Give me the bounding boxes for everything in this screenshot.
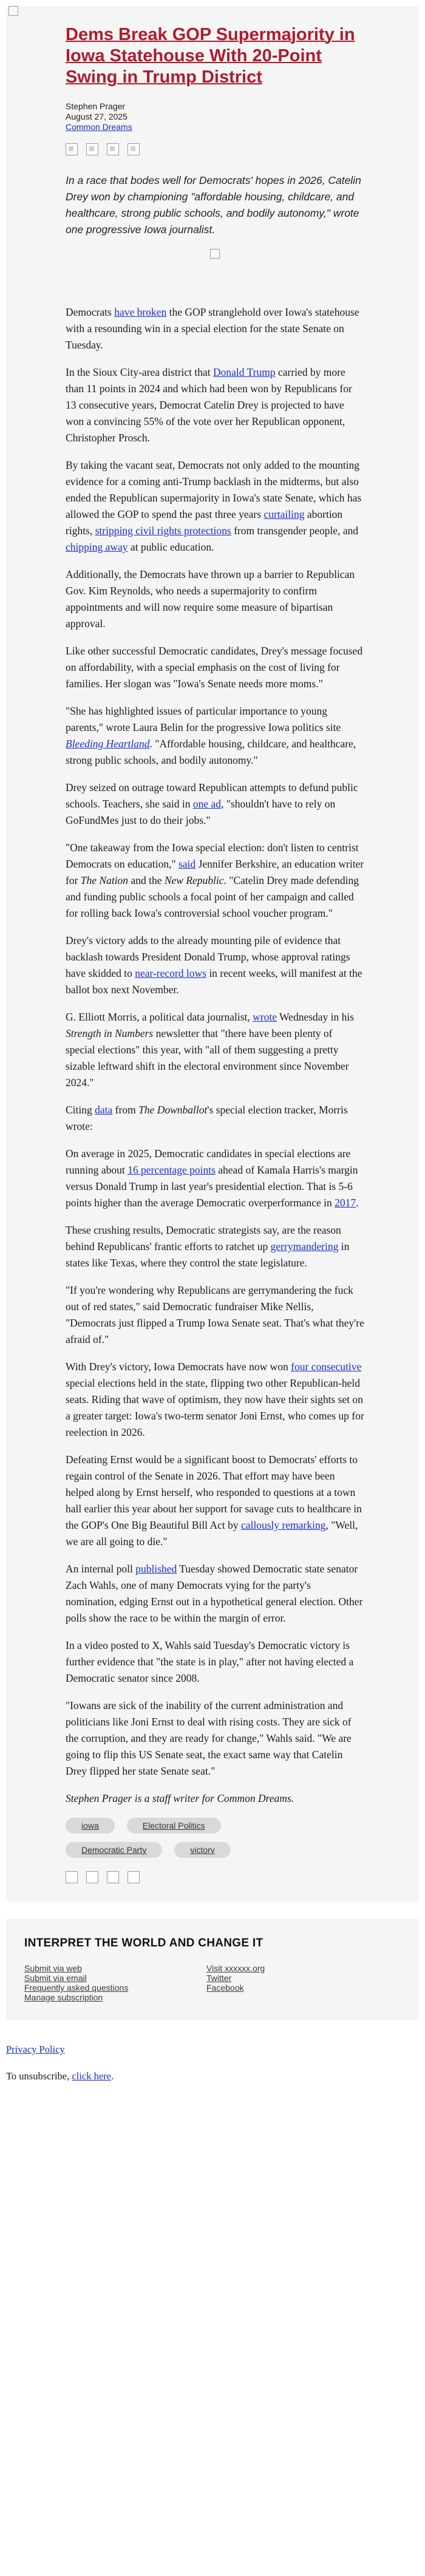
share-bar [66, 143, 364, 155]
text: from [112, 1104, 139, 1116]
paragraph-11 [66, 1102, 364, 1135]
link-chipping-away[interactable]: chipping away [66, 541, 128, 553]
text: . "Catelin Drey made defending and funding public schools a focal point of her campaign and called for rolling back Iowa's controversial school voucher program." [66, 874, 359, 919]
footer-share-bar [66, 1871, 364, 1883]
text: Jennifer Berkshire, an education writer for [66, 858, 364, 886]
paragraph-10 [66, 1009, 364, 1091]
dek: In a race that bodes well for Democrats' hopes in 2026, Catelin Drey won by championing "affordable housing, childcare, and healthcare, strong public schools, and bodily autonomy," wrote one progressive Iowa journalist. [66, 174, 361, 236]
link-text: Bleeding Heartland [66, 738, 150, 750]
newsletter-footer [6, 1918, 419, 2020]
link-one-ad[interactable]: one ad [192, 798, 222, 810]
text: abortion rights, [66, 508, 343, 537]
italic-text: The Nation [80, 874, 129, 886]
submit-via-email-link[interactable]: Submit via email [24, 1973, 87, 1983]
link-said[interactable]: said [178, 858, 196, 870]
tag-list-row-2 [66, 1842, 364, 1858]
footer-col-1 [24, 1963, 206, 2002]
footer-twitter-icon[interactable] [86, 1871, 98, 1883]
lead-image-icon [210, 249, 220, 259]
paragraph-1 [66, 304, 364, 353]
text: Defeating Ernst would be a significant boost to Democrats' efforts to regain control of the Senate in 2026. That effort may have been helped along by Ernst herself, who responded to questions at a town hall earlier this year about her support for savage cuts to healthcare in the GOP's One Big Beautiful Bill Act by [66, 1453, 362, 1531]
paragraph-5: Like other successful Democratic candidates, Drey's message focused on affordability, with a special emphasis on the cost of living for families. Her slogan was "Iowa's Senate needs more moms." [66, 645, 363, 690]
link-2017[interactable]: 2017 [335, 1197, 356, 1209]
link-wrote[interactable]: wrote [253, 1011, 277, 1023]
text: . [356, 1197, 359, 1209]
text: Tuesday showed Democratic state senator Zach Wahls, one of many Democrats vying for the party's nomination, edging Ernst out in a hypothetical general election. Other polls show the race to be within the margin of error. [66, 1563, 363, 1624]
article-inner [6, 24, 419, 1883]
unsubscribe-paragraph [6, 2070, 425, 2082]
text: . [110, 2070, 114, 2082]
text: "She has highlighted issues of particular importance to young parents," wrote Laura Belin for the progressive Iowa politics site [66, 705, 341, 733]
paragraph-17 [66, 1561, 364, 1626]
paragraph-6 [66, 703, 364, 769]
footer-columns [24, 1963, 419, 2002]
italic-text: Strength in Numbers [66, 1027, 154, 1039]
paragraph-16 [66, 1452, 364, 1550]
text: . "Affordable housing, childcare, and healthcare, strong public schools, and bodily autonomy." [66, 738, 356, 766]
text: and the [128, 874, 165, 886]
text: Drey's victory adds to the already mounting pile of evidence that backlash towards President Donald Trump, whose approval ratings have skidded to [66, 934, 350, 979]
footer-link-icon[interactable] [127, 1871, 140, 1883]
bottom-legal [0, 2020, 425, 2109]
link-bleeding-heartland[interactable] [66, 738, 150, 750]
submit-via-web-link[interactable]: Submit via web [24, 1963, 82, 1973]
tag-list [66, 1818, 364, 1833]
link-have-broken[interactable]: have broken [114, 306, 167, 318]
tag-democratic-party[interactable]: Democratic Party [66, 1842, 162, 1858]
footer-facebook-icon[interactable] [66, 1871, 78, 1883]
text: the GOP stranglehold over Iowa's statehouse with a resounding win in a special election for the state Senate on Tuesday. [66, 306, 359, 351]
tag-iowa[interactable]: iowa [66, 1818, 115, 1833]
text: In the Sioux City-area district that [66, 366, 214, 378]
link-curtailing[interactable]: curtailing [264, 508, 305, 520]
share-facebook-icon[interactable] [66, 143, 78, 155]
text: To unsubscribe, [6, 2070, 72, 2082]
link-near-record-lows[interactable]: near-record lows [135, 967, 206, 979]
text: carried by more than 11 points in 2024 and which had been won by Republicans for 13 consecutive years, Democrat Catelin Drey is projected to have won a convincing 55% of the vote over her Republican opponent, Christopher Prosch. [66, 366, 352, 444]
facebook-link[interactable]: Facebook [206, 1983, 244, 1993]
link-16-percentage-points[interactable]: 16 percentage points [127, 1164, 216, 1176]
paragraph-4: Additionally, the Democrats have thrown up a barrier to Republican Gov. Kim Reynolds, who needs a supermajority to confirm appointments and will now require some measure of bipartisan approval. [66, 568, 355, 630]
text: 's special election tracker, Morris wrote: [66, 1104, 348, 1132]
text: G. Elliott Morris, a political data journalist, [66, 1011, 253, 1023]
footer-email-icon[interactable] [107, 1871, 119, 1883]
link-callously-remarking[interactable]: callously remarking [240, 1519, 326, 1531]
header-image-icon [8, 6, 18, 16]
italic-text: The Downballot [138, 1104, 208, 1116]
manage-subscription-link[interactable]: Manage subscription [24, 1993, 103, 2002]
text: in recent weeks, will manifest at the ballot box next November. [66, 967, 362, 996]
twitter-link[interactable]: Twitter [206, 1973, 232, 1983]
paragraph-15 [66, 1359, 364, 1441]
paragraph-3 [66, 457, 364, 556]
link-four-consecutive[interactable]: four consecutive [291, 1361, 362, 1373]
publication-link[interactable]: Common Dreams [66, 122, 132, 132]
footer-heading: INTERPRET THE WORLD AND CHANGE IT [24, 1937, 264, 1949]
tag-victory[interactable]: victory [174, 1842, 230, 1858]
link-donald-trump[interactable]: Donald Trump [213, 366, 276, 378]
text: Democrats [66, 306, 115, 318]
privacy-policy-link[interactable]: Privacy Policy [6, 2044, 65, 2055]
unsubscribe-link[interactable]: click here [72, 2070, 111, 2082]
publish-date: August 27, 2025 [66, 112, 127, 121]
paragraph-18: In a video posted to X, Wahls said Tuesday's Democratic victory is further evidence that "the state is in play," after not having elected a Democratic senator since 2008. [66, 1639, 354, 1684]
link-stripping-civil-rights[interactable]: stripping civil rights protections [95, 525, 231, 537]
link-data[interactable]: data [95, 1104, 113, 1116]
link-gerrymandering[interactable]: gerrymandering [270, 1240, 339, 1252]
paragraph-8 [66, 840, 364, 922]
paragraph-19: "Iowans are sick of the inability of the current administration and politicians like Joni Ernst to deal with rising costs. They are sick of the corruption, and they are ready for change," Wahls said. "We are going to flip this US Senate seat, the exact same way that Catelin Drey flipped her state Senate seat." [66, 1699, 352, 1777]
text: On average in 2025, Democratic candidates in special elections are running about [66, 1147, 351, 1176]
paragraph-7 [66, 780, 364, 829]
author-name: Stephen Prager [66, 101, 126, 111]
link-published[interactable]: published [135, 1563, 177, 1575]
byline [66, 101, 364, 132]
text: , "shouldn't have to rely on GoFundMes just to do their jobs." [66, 798, 336, 826]
text: An internal poll [66, 1563, 136, 1575]
email-page [0, 6, 425, 2109]
text: ahead of Kamala Harris's margin versus Donald Trump in last year's presidential election. That is 5-6 points higher than the average Democratic overperformance in [66, 1164, 358, 1209]
text: Wednesday in his [277, 1011, 355, 1023]
text: in states like Texas, where they control the state legislature. [66, 1240, 350, 1269]
paragraph-2 [66, 364, 364, 446]
article-card [6, 6, 419, 1901]
text: "One takeaway from the Iowa special election: don't listen to centrist Democrats on education," [66, 841, 359, 870]
text: special elections held in the state, flipping two other Republican-held seats. Riding that wave of optimism, they now have their sights set on a greater target: Iowa's two-term senator Joni Ernst, who comes up for reelection in 2026. [66, 1377, 364, 1438]
footer-col-2 [206, 1963, 389, 2002]
text: By taking the vacant seat, Democrats not only added to the mounting evidence for a coming anti-Trump backlash in the midterms, but also ended the Republican supermajority in Iowa's state Senate, which has allowed the GOP to spend the past three years [66, 459, 362, 520]
share-link-icon[interactable] [127, 143, 140, 155]
share-twitter-icon[interactable] [86, 143, 98, 155]
text: from transgender people, and [231, 525, 359, 537]
text: These crushing results, Democratic strategists say, are the reason behind Republicans' frantic efforts to ratchet up [66, 1224, 341, 1252]
author-signoff: Stephen Prager is a staff writer for Common Dreams. [66, 1792, 294, 1804]
text: Drey seized on outrage toward Republican attempts to defund public schools. Teachers, she said in [66, 781, 358, 810]
text: at public education. [127, 541, 214, 553]
text: With Drey's victory, Iowa Democrats have now won [66, 1361, 291, 1373]
paragraph-9 [66, 933, 364, 998]
visit-site-link[interactable]: Visit xxxxxx.org [206, 1963, 265, 1973]
headline[interactable]: Dems Break GOP Supermajority in Iowa Statehouse With 20-Point Swing in Trump District [66, 25, 355, 87]
faq-link[interactable]: Frequently asked questions [24, 1983, 129, 1993]
text: , "Well, we are all going to die." [66, 1519, 358, 1548]
paragraph-13 [66, 1222, 364, 1271]
paragraph-14: "If you're wondering why Republicans are gerrymandering the fuck out of red states," said Democratic fundraiser Mike Nellis, "Democrats just flipped a Trump Iowa Senate seat. That's what they're afraid of." [66, 1284, 364, 1345]
italic-text: New Republic [164, 874, 224, 886]
text: newsletter that "there have been plenty of special elections" this year, with "all of them suggesting a pretty sizable leftward shift in the electoral environment since November 2024." [66, 1027, 349, 1089]
article-body [66, 304, 364, 1807]
tag-electoral-politics[interactable]: Electoral Politics [127, 1818, 221, 1833]
share-email-icon[interactable] [107, 143, 119, 155]
text: Citing [66, 1104, 95, 1116]
privacy-paragraph [6, 2044, 425, 2056]
quote-paragraph-12 [66, 1146, 364, 1211]
